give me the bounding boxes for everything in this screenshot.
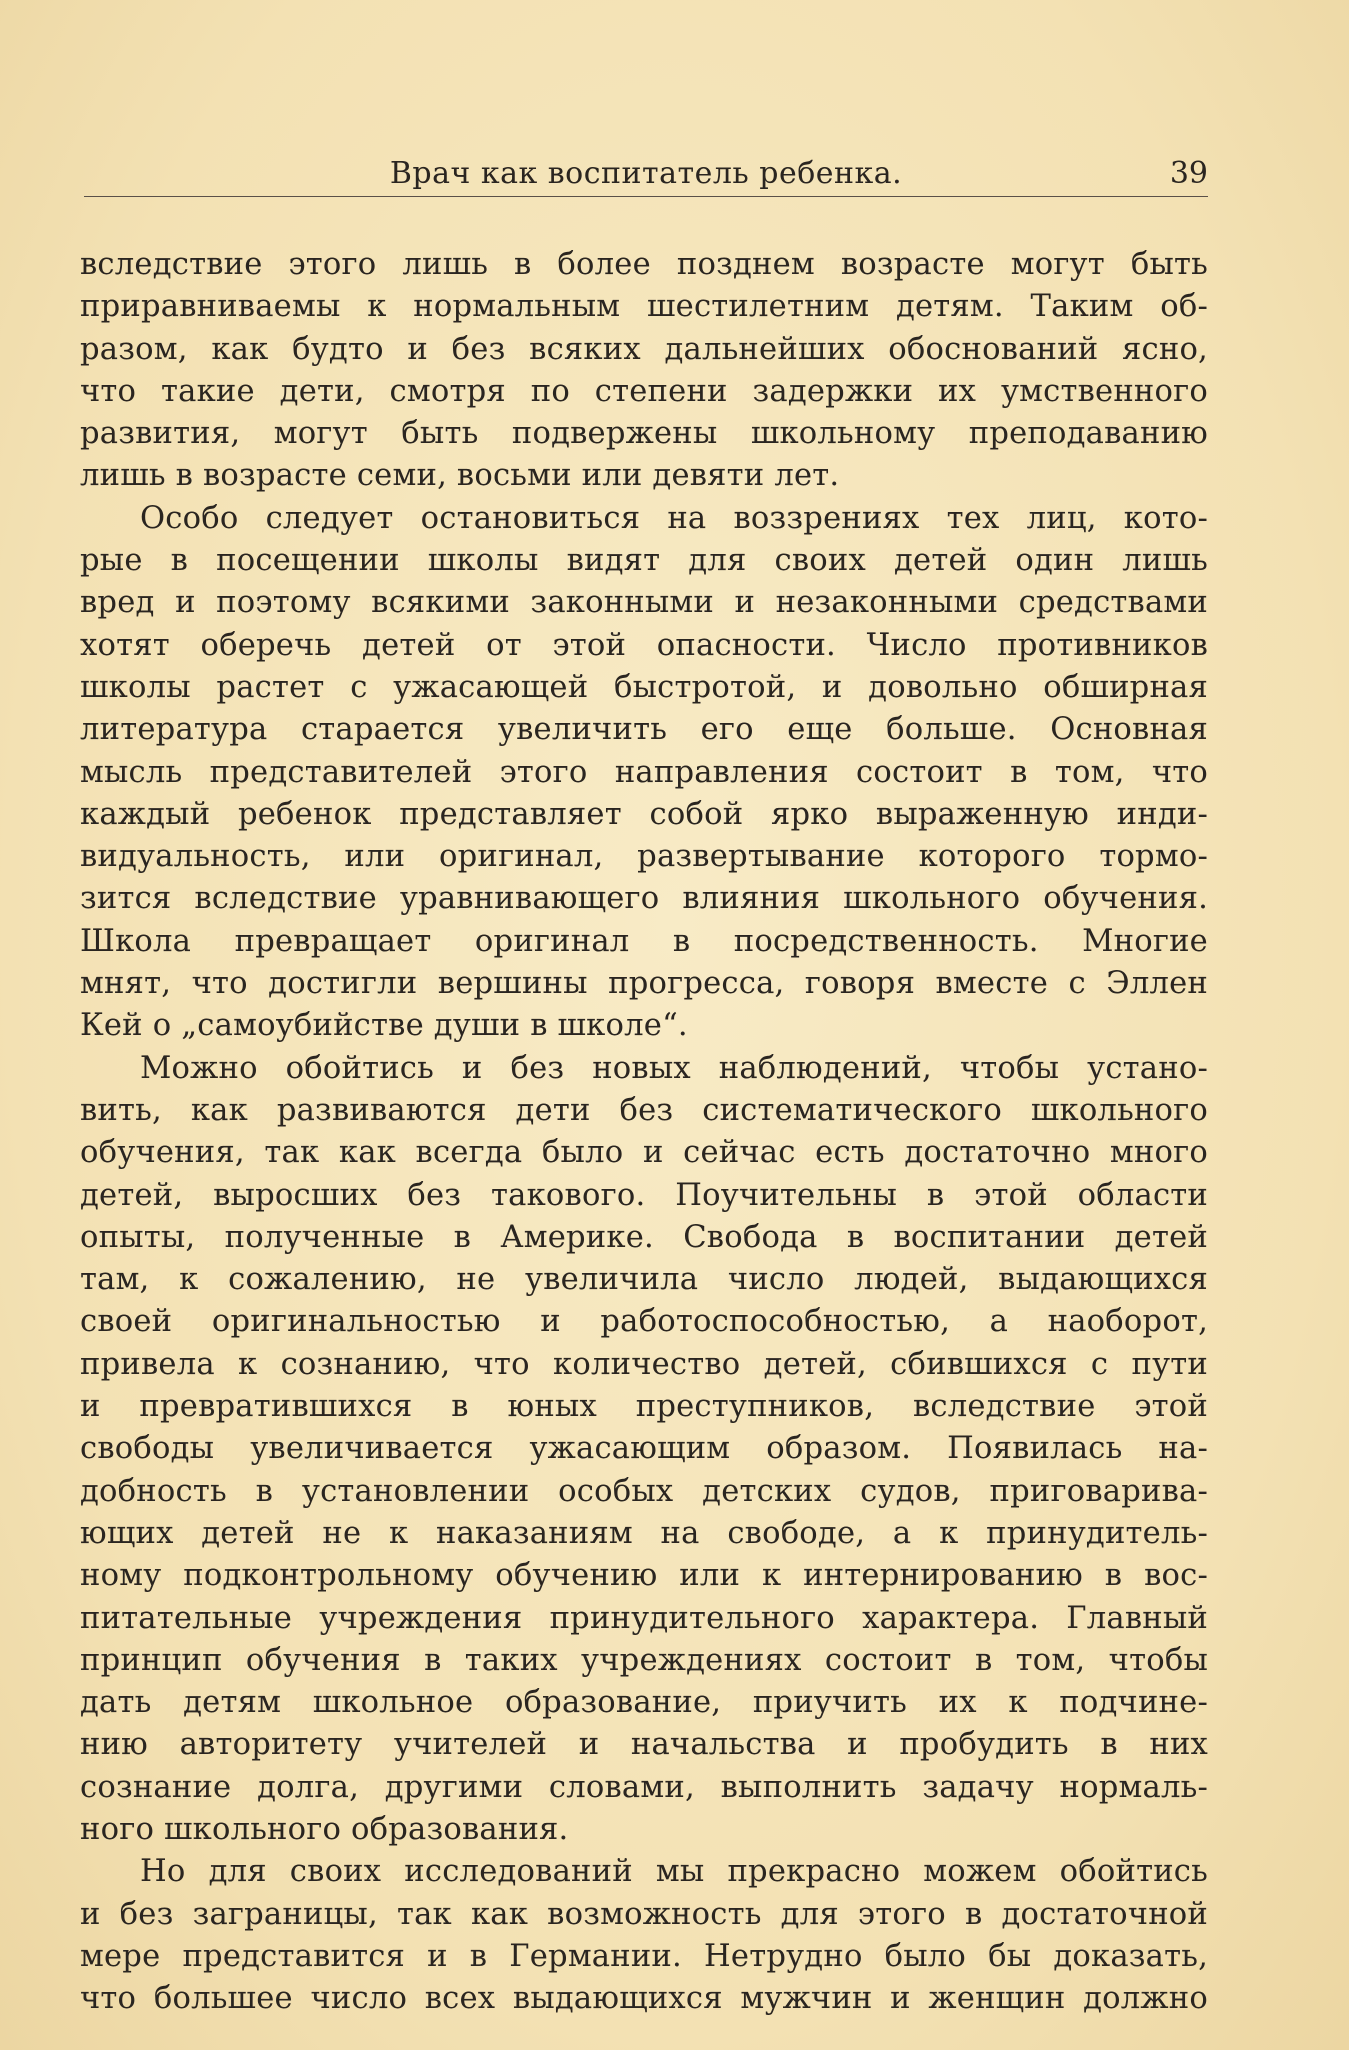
text-line: и без заграницы, так как возможность для этого в достаточной	[80, 1896, 1208, 1932]
text-line: принцип обучения в таких учреждениях состоит в том, чтобы	[80, 1642, 1208, 1678]
text-line: обучения, так как всегда было и сейчас есть достаточно много	[80, 1135, 1208, 1171]
text-line: зится вследствие уравнивающего влияния школьного обучения.	[80, 881, 1208, 917]
text-line: вследствие этого лишь в более позднем возрасте могут быть	[80, 247, 1208, 282]
text-line: видуальность, или оригинал, развертывание которого тормо-	[80, 839, 1208, 875]
text-line: нию авторитету учителей и начальства и пробудить в них	[80, 1727, 1208, 1763]
running-title: Врач как воспитатель ребенка.	[389, 156, 903, 191]
text-line: и превратившихся в юных преступников, вследствие этой	[80, 1389, 1208, 1425]
running-header	[84, 150, 1208, 197]
text-line: школы растет с ужасающей быстротой, и довольно обширная	[80, 669, 1208, 705]
paragraph	[80, 498, 1208, 1048]
text-line: мнят, что достигли вершины прогресса, говоря вместе с Эллен	[80, 966, 1208, 1002]
paragraph	[80, 1048, 1208, 1852]
text-line: ного школьного образования.	[80, 1811, 569, 1847]
paragraph	[80, 1851, 1208, 2020]
text-line: ному подконтрольному обучению или к интернированию в вос-	[80, 1558, 1208, 1594]
text-line: рые в посещении школы видят для своих детей один лишь	[80, 543, 1208, 579]
text-line: детей, выросших без такового. Поучительны в этой области	[80, 1177, 1208, 1213]
text-line: там, к сожалению, не увеличила число людей, выдающихся	[80, 1262, 1208, 1298]
body-text	[80, 244, 1208, 2020]
text-line: мере представится и в Германии. Нетрудно было бы доказать,	[80, 1938, 1208, 1974]
text-line: приравниваемы к нормальным шестилетним детям. Таким об-	[80, 289, 1208, 325]
text-line: Но для своих исследований мы прекрасно можем обойтись	[140, 1854, 1208, 1890]
text-line: Можно обойтись и без новых наблюдений, чтобы устано-	[140, 1050, 1208, 1086]
text-line: что такие дети, смотря по степени задержки их умственного	[80, 373, 1208, 409]
text-line: Кей о „самоубийстве души в школе“.	[80, 1008, 688, 1044]
text-line: привела к сознанию, что количество детей, сбившихся с пути	[80, 1346, 1208, 1382]
text-line: Особо следует остановиться на воззрениях тех лиц, кото-	[140, 500, 1208, 536]
text-line: каждый ребенок представляет собой ярко выраженную инди-	[80, 796, 1208, 832]
text-line: литература старается увеличить его еще больше. Основная	[80, 712, 1208, 748]
text-line: опыты, полученные в Америке. Свобода в воспитании детей	[80, 1219, 1208, 1255]
text-line: сознание долга, другими словами, выполнить задачу нормаль-	[80, 1769, 1208, 1805]
text-line: свободы увеличивается ужасающим образом. Появилась на-	[80, 1431, 1208, 1467]
text-line: разом, как будто и без всяких дальнейших обоснований ясно,	[80, 331, 1208, 367]
paragraph	[80, 244, 1208, 498]
text-line: Школа превращает оригинал в посредственность. Многие	[80, 923, 1208, 959]
text-line: вить, как развиваются дети без систематического школьного	[80, 1092, 1208, 1128]
text-line: вред и поэтому всякими законными и незаконными средствами	[80, 585, 1208, 621]
text-line: мысль представителей этого направления состоит в том, что	[80, 754, 1208, 790]
text-line: ющих детей не к наказаниям на свободе, а к принудитель-	[80, 1515, 1208, 1551]
text-line: развития, могут быть подвержены школьному преподаванию	[80, 416, 1208, 452]
text-line: хотят оберечь детей от этой опасности. Число противников	[80, 627, 1208, 663]
text-line: дать детям школьное образование, приучить их к подчине-	[80, 1685, 1208, 1721]
page-number: 39	[1169, 156, 1208, 191]
text-line: своей оригинальностью и работоспособностью, а наоборот,	[80, 1304, 1208, 1340]
text-line: что большее число всех выдающихся мужчин и женщин должно	[80, 1981, 1208, 2017]
text-line: питательные учреждения принудительного характера. Главный	[80, 1600, 1208, 1636]
text-line: лишь в возрасте семи, восьми или девяти лет.	[80, 458, 840, 494]
text-line: добность в установлении особых детских судов, приговарива-	[80, 1473, 1208, 1509]
